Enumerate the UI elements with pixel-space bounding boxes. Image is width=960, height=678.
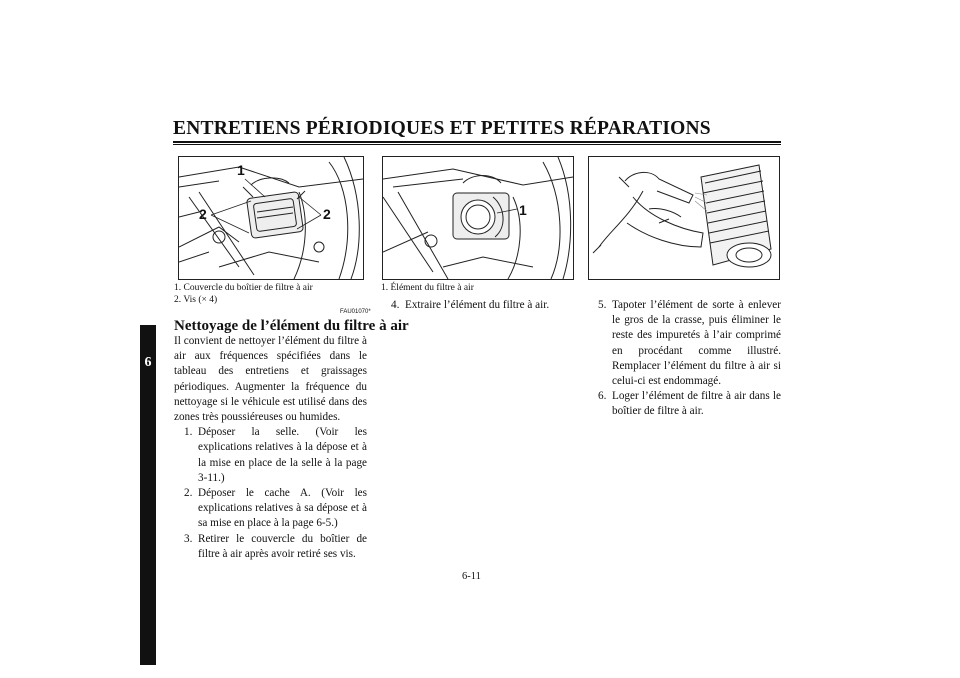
intro-paragraph: Il convient de nettoyer l’élément du filtre à air aux fréquences spécifiées dans le tableau des entretiens et graissages périodiques. Augmenter la fréquence du nettoyage si le véhicule est utilisé dans des zones très poussiéreuses ou humides. — [174, 335, 367, 424]
caption-item: 1. Couvercle du boîtier de filtre à air — [174, 283, 313, 293]
step-item — [588, 298, 781, 389]
filter-case-cover-illustration — [179, 157, 363, 279]
step-text: Retirer le couvercle du boîtier de filtre à air après avoir retiré ses vis. — [198, 532, 367, 560]
step-number: 3. — [184, 532, 193, 545]
figure-2-caption — [381, 283, 474, 295]
step-text: Déposer le cache A. (Voir les explications relatives à sa dépose et à sa mise en place à la page 6-5.) — [198, 487, 367, 530]
step-text: Loger l’élément de filtre à air dans le boîtier de filtre à air. — [612, 390, 781, 418]
steps-list — [174, 425, 367, 562]
step-item — [174, 425, 367, 486]
column-3 — [588, 298, 781, 420]
callout-2-left: 2 — [199, 206, 207, 222]
step-item — [174, 532, 367, 562]
figure-compressed-air-cleaning — [588, 156, 780, 280]
header-rule-thin — [173, 144, 781, 145]
steps-list — [588, 298, 781, 420]
callout-1: 1 — [237, 162, 245, 178]
caption-item: 2. Vis (× 4) — [174, 294, 218, 305]
section-code: FAU01070* — [340, 309, 371, 315]
step-number: 4. — [391, 299, 400, 311]
chapter-number: 6 — [144, 355, 152, 370]
section-title: Nettoyage de l’élément du filtre à air — [174, 318, 409, 334]
step-number: 1. — [184, 426, 193, 439]
compressed-air-cleaning-illustration — [589, 157, 779, 279]
column-2 — [381, 298, 574, 313]
page-header-title: ENTRETIENS PÉRIODIQUES ET PETITES RÉPARATIONS — [173, 118, 711, 139]
step-text: Déposer la selle. (Voir les explications relatives à la dépose et à la mise en place de la selle à la page 3-11.) — [198, 426, 367, 484]
step-text: Extraire l’élément du filtre à air. — [405, 299, 550, 311]
chapter-tab — [140, 325, 156, 665]
header-rule — [173, 141, 781, 143]
figure-filter-case-cover — [178, 156, 364, 280]
callout-2-right: 2 — [323, 206, 331, 222]
step-number: 2. — [184, 487, 193, 500]
filter-element-illustration — [383, 157, 573, 279]
callout-1: 1 — [519, 202, 527, 218]
step-number: 6. — [598, 390, 607, 403]
step-item — [588, 389, 781, 419]
figure-1-caption — [174, 283, 313, 306]
page-number: 6-11 — [462, 571, 481, 582]
step-number: 5. — [598, 299, 607, 311]
step-text: Tapoter l’élément de sorte à enlever le gros de la crasse, puis éliminer le reste des impuretés à l’air comprimé en procédant comme illustré. Remplacer l’élément du filtre à air si celui-ci est endommagé. — [612, 299, 781, 388]
figure-filter-element — [382, 156, 574, 280]
caption-item: 1. Élément du filtre à air — [381, 283, 474, 293]
step-item — [381, 298, 574, 313]
column-1 — [174, 334, 367, 562]
steps-list — [381, 298, 574, 313]
step-item — [174, 486, 367, 532]
